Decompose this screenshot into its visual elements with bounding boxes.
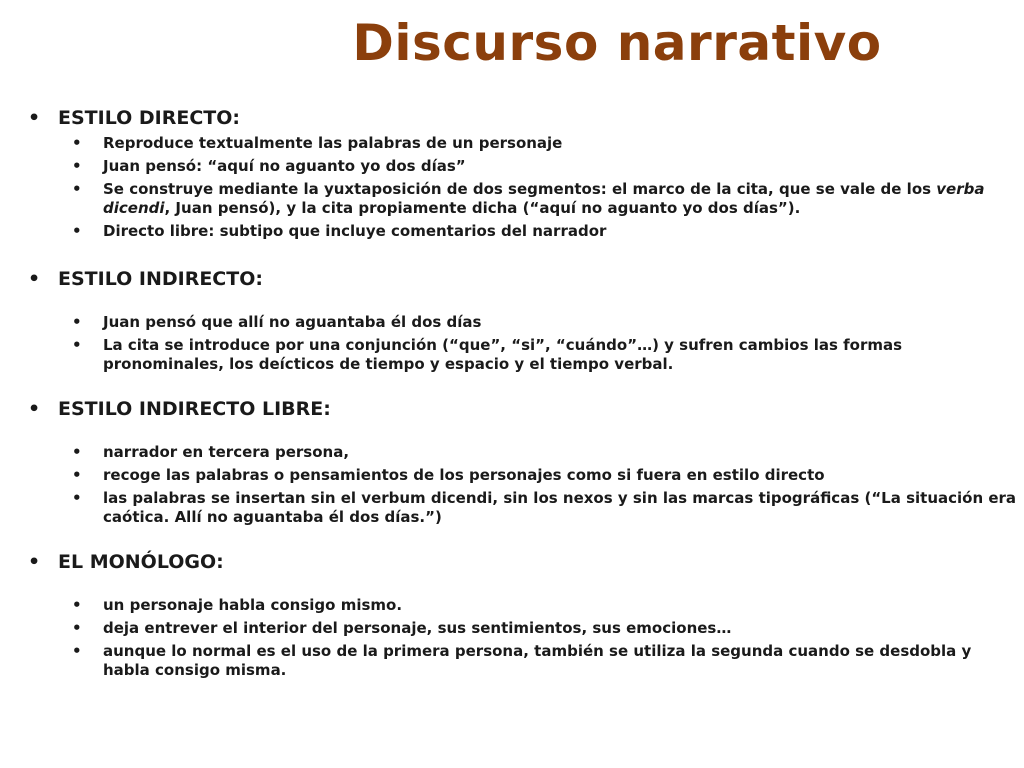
section-heading-text: EL MONÓLOGO: [58, 551, 224, 573]
section-heading [28, 395, 1018, 423]
section-heading [28, 104, 1018, 132]
list-item [28, 642, 1018, 680]
section-estilo-indirecto [28, 265, 1018, 374]
list-item-text: Reproduce textualmente las palabras de un personaje [103, 134, 563, 152]
list-item [28, 489, 1018, 527]
list-item [28, 619, 1018, 638]
bullet-icon: • [72, 489, 82, 507]
section-el-monologo [28, 548, 1018, 680]
list-item-text: Directo libre: subtipo que incluye comentarios del narrador [103, 222, 607, 240]
bullet-icon: • [28, 107, 41, 129]
bullet-list [28, 596, 1018, 680]
bullet-icon: • [72, 222, 82, 240]
section-heading [28, 548, 1018, 576]
list-item [28, 134, 1018, 153]
bullet-icon: • [72, 619, 82, 637]
bullet-icon: • [72, 596, 82, 614]
list-item-text: narrador en tercera persona, [103, 443, 350, 461]
section-heading-text: ESTILO INDIRECTO LIBRE: [58, 398, 331, 420]
section-heading [28, 265, 1018, 293]
bullet-list [28, 313, 1018, 374]
list-item [28, 157, 1018, 176]
bullet-icon: • [72, 336, 82, 354]
bullet-list [28, 134, 1018, 241]
bullet-icon: • [72, 134, 82, 152]
list-item-text: aunque lo normal es el uso de la primera persona, también se utiliza la segunda cuando se desdobla y habla consigo misma. [103, 642, 972, 679]
section-estilo-directo [28, 104, 1018, 241]
slide-title: Discurso narrativo [352, 14, 882, 72]
section-heading-text: ESTILO INDIRECTO: [58, 268, 263, 290]
bullet-icon: • [72, 443, 82, 461]
list-item-text: un personaje habla consigo mismo. [103, 596, 403, 614]
list-item-text: Se construye mediante la yuxtaposición de dos segmentos: el marco de la cita, que se vale de los verba dicendi, Juan pensó), y la cita propiamente dicha (“aquí no aguanto yo dos días”). [103, 180, 985, 217]
section-estilo-indirecto-libre [28, 395, 1018, 527]
list-item [28, 466, 1018, 485]
bullet-icon: • [28, 268, 41, 290]
list-item [28, 222, 1018, 241]
bullet-icon: • [72, 466, 82, 484]
list-item [28, 596, 1018, 615]
bullet-icon: • [28, 398, 41, 420]
list-item-text: Juan pensó que allí no aguantaba él dos días [103, 313, 482, 331]
list-item [28, 336, 1018, 374]
bullet-icon: • [72, 642, 82, 660]
list-item-text: Juan pensó: “aquí no aguanto yo dos días” [103, 157, 466, 175]
bullet-icon: • [72, 157, 82, 175]
list-item-text: deja entrever el interior del personaje, sus sentimientos, sus emociones… [103, 619, 732, 637]
bullet-icon: • [72, 313, 82, 331]
list-item-text: La cita se introduce por una conjunción (“que”, “si”, “cuándo”…) y sufren cambios las formas pronominales, los deícticos de tiempo y espacio y el tiempo verbal. [103, 336, 903, 373]
list-item-text: recoge las palabras o pensamientos de los personajes como si fuera en estilo directo [103, 466, 825, 484]
section-heading-text: ESTILO DIRECTO: [58, 107, 240, 129]
list-item [28, 443, 1018, 462]
bullet-icon: • [72, 180, 82, 198]
list-item [28, 180, 1018, 218]
bullet-list [28, 443, 1018, 527]
list-item-text: las palabras se insertan sin el verbum dicendi, sin los nexos y sin las marcas tipográficas (“La situación era caótica. Allí no aguantaba él dos días.”) [103, 489, 1017, 526]
list-item [28, 313, 1018, 332]
bullet-icon: • [28, 551, 41, 573]
slide-content [28, 104, 1018, 684]
